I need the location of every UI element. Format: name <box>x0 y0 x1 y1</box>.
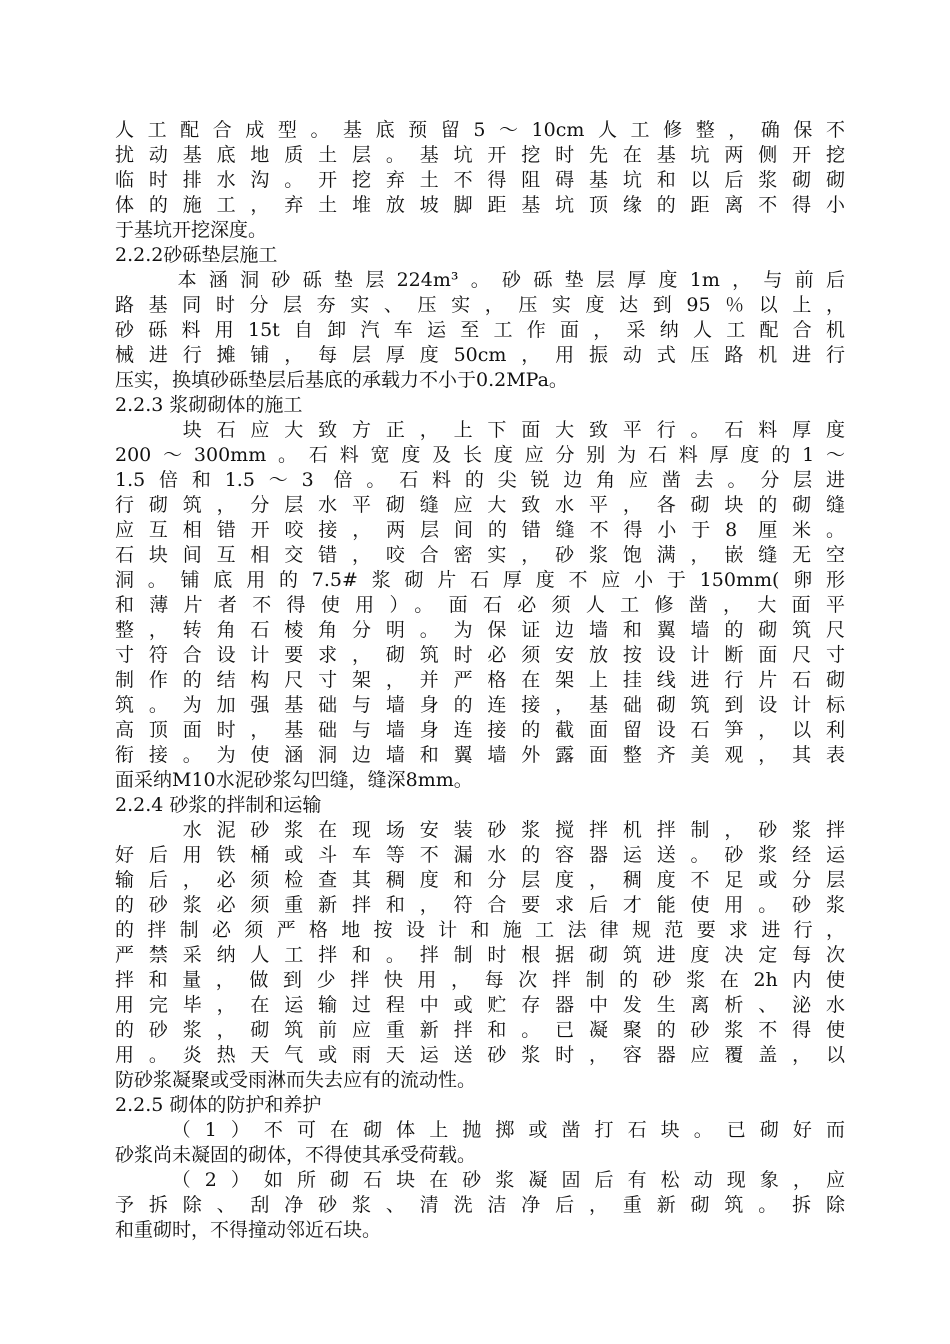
text-line: 路基同时分层夯实、压实，压实度达到95％以上， <box>115 294 845 316</box>
text-line: 人工配合成型。基底预留5～10cm人工修整，确保不 <box>115 119 845 141</box>
text-line: 好后用铁桶或斗车等不漏水的容器运送。砂浆经运 <box>115 844 845 866</box>
text-line: 械进行摊铺，每层厚度50cm，用振动式压路机进行 <box>115 344 845 366</box>
text-line: 200～300mm。石料宽度及长度应分别为石料厚度的1～ <box>115 444 845 466</box>
text-line: 的拌制必须严格地按设计和施工法律规范要求进行， <box>115 919 845 941</box>
text-line: 临时排水沟。开挖弃土不得阻碍基坑和以后浆砌砌 <box>115 169 845 191</box>
text-line: 面采纳M10水泥砂浆勾凹缝，缝深8mm。 <box>115 769 473 791</box>
text-line: 水泥砂浆在现场安装砂浆搅拌机拌制，砂浆拌 <box>115 819 845 841</box>
text-line: 输后，必须检查其稠度和分层度，稠度不足或分层 <box>115 869 845 891</box>
section-heading: 2.2.2砂砾垫层施工 <box>115 244 278 266</box>
text-line: 石块间互相交错，咬合密实，砂浆饱满，嵌缝无空 <box>115 544 845 566</box>
text-line: （2）如所砌石块在砂浆凝固后有松动现象，应 <box>115 1169 845 1191</box>
section-heading: 2.2.3 浆砌砌体的施工 <box>115 394 303 416</box>
text-line: 块石应大致方正，上下面大致平行。石料厚度 <box>115 419 845 441</box>
text-line: 洞。铺底用的7.5#浆砌片石厚度不应小于150mm(卵形 <box>115 569 845 591</box>
text-line: 衔接。为使涵洞边墙和翼墙外露面整齐美观，其表 <box>115 744 845 766</box>
text-line: 本涵洞砂砾垫层224m³。砂砾垫层厚度1m，与前后 <box>115 269 845 291</box>
text-line: 防砂浆凝聚或受雨淋而失去应有的流动性。 <box>115 1069 477 1091</box>
text-line: 砂浆尚未凝固的砌体，不得使其承受荷载。 <box>115 1144 477 1166</box>
text-line: 1.5倍和1.5～3 倍。石料的尖锐边角应凿去。分层进 <box>115 469 845 491</box>
text-line: 压实，换填砂砾垫层后基底的承载力不小于0.2MPa。 <box>115 369 568 391</box>
text-line: 拌和量，做到少拌快用，每次拌制的砂浆在2h内使 <box>115 969 845 991</box>
section-heading: 2.2.4 砂浆的拌制和运输 <box>115 794 322 816</box>
text-line: 寸符合设计要求，砌筑时必须安放按设计断面尺寸 <box>115 644 845 666</box>
text-line: 于基坑开挖深度。 <box>115 219 268 241</box>
text-line: 用。炎热天气或雨天运送砂浆时，容器应覆盖，以 <box>115 1044 845 1066</box>
text-line: 制作的结构尺寸架，并严格在架上挂线进行片石砌 <box>115 669 845 691</box>
section-heading: 2.2.5 砌体的防护和养护 <box>115 1094 322 1116</box>
text-line: 用完毕，在运输过程中或贮存器中发生离析、泌水 <box>115 994 845 1016</box>
text-line: 筑。为加强基础与墙身的连接，基础砌筑到设计标 <box>115 694 845 716</box>
text-line: （1）不可在砌体上抛掷或凿打石块。已砌好而 <box>115 1119 845 1141</box>
text-line: 应互相错开咬接，两层间的错缝不得小于8 厘米。 <box>115 519 845 541</box>
text-line: 高顶面时，基础与墙身连接的截面留设石笋，以利 <box>115 719 845 741</box>
text-line: 扰动基底地质土层。基坑开挖时先在基坑两侧开挖 <box>115 144 845 166</box>
text-line: 的砂浆，砌筑前应重新拌和。已凝聚的砂浆不得使 <box>115 1019 845 1041</box>
text-line: 的砂浆必须重新拌和，符合要求后才能使用。砂浆 <box>115 894 845 916</box>
text-line: 严禁采纳人工拌和。拌制时根据砌筑进度决定每次 <box>115 944 845 966</box>
text-line: 和重砌时，不得撞动邻近石块。 <box>115 1219 382 1241</box>
text-line: 砂砾料用15t自卸汽车运至工作面，采纳人工配合机 <box>115 319 845 341</box>
text-line: 体的施工，弃土堆放坡脚距基坑顶缘的距离不得小 <box>115 194 845 216</box>
text-line: 和薄片者不得使用）。面石必须人工修凿，大面平 <box>115 594 845 616</box>
text-line: 整，转角石棱角分明。为保证边墙和翼墙的砌筑尺 <box>115 619 845 641</box>
text-line: 行砌筑，分层水平砌缝应大致水平，各砌块的砌缝 <box>115 494 845 516</box>
text-line: 予拆除、刮净砂浆、清洗洁净后，重新砌筑。拆除 <box>115 1194 845 1216</box>
